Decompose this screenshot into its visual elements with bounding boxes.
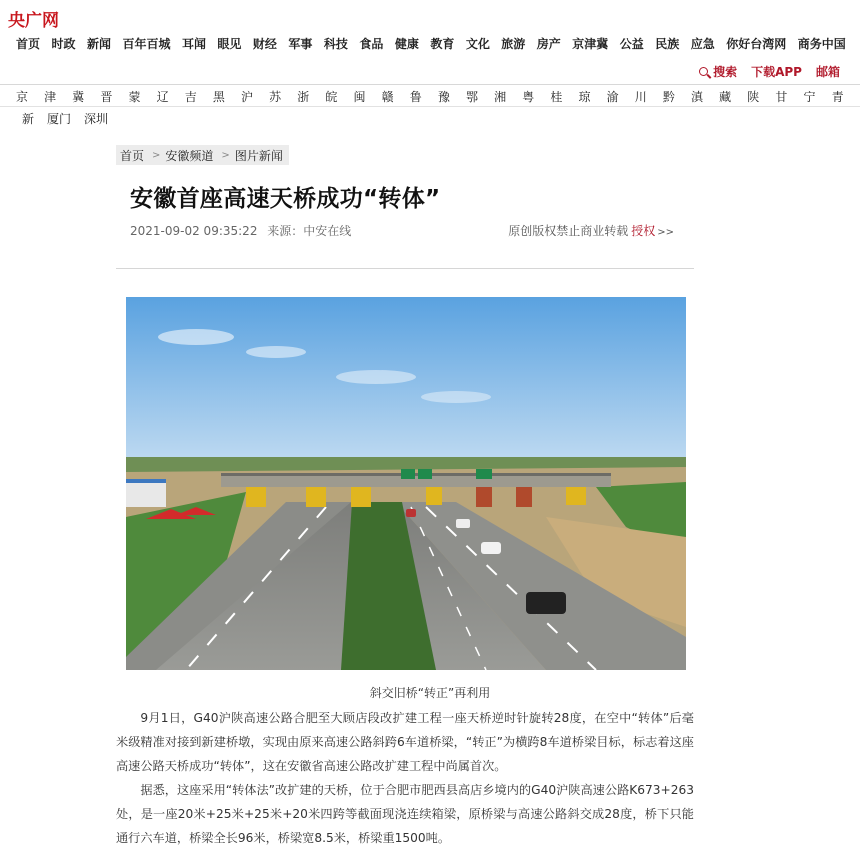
search-label: 搜索 [713, 65, 738, 79]
province-link[interactable]: 赣 [381, 90, 394, 104]
search-button[interactable] [699, 63, 737, 80]
province-link[interactable]: 陕 [747, 90, 760, 104]
article-photo [126, 297, 686, 670]
province-link[interactable]: 晋 [100, 90, 113, 104]
title-divider [116, 268, 694, 269]
nav-jingjinji[interactable]: 京津冀 [572, 37, 609, 51]
nav-emergency[interactable]: 应急 [690, 37, 715, 51]
province-link[interactable]: 桂 [550, 90, 563, 104]
province-link[interactable]: 湘 [494, 90, 507, 104]
authorize-link[interactable]: 授权 [631, 224, 656, 238]
nav-hearing[interactable]: 耳闻 [181, 37, 206, 51]
province-link[interactable]: 滇 [691, 90, 704, 104]
province-link[interactable]: 宁 [803, 90, 816, 104]
nav-ethnic[interactable]: 民族 [655, 37, 680, 51]
province-link[interactable]: 藏 [719, 90, 732, 104]
province-link[interactable]: 闽 [353, 90, 366, 104]
province-link[interactable]: 川 [634, 90, 647, 104]
nav-culture[interactable]: 文化 [465, 37, 490, 51]
province-divider [0, 106, 860, 107]
photo-caption: 斜交旧桥“转正”再利用 [369, 686, 491, 700]
province-link[interactable]: 黑 [212, 90, 225, 104]
province-link[interactable]: 浙 [297, 90, 310, 104]
province-link[interactable]: 渝 [606, 90, 619, 104]
article-paragraph: 据悉，这座采用“转体法”改扩建的天桥，位于合肥市肥西县高店乡境内的G40沪陕高速公路K673+263处，是一座20米+25米+25米+20米四跨等截面现浇连续箱梁，原桥梁与高速公路斜交成28度，桥下只能通行六车道，桥梁全长96米，桥梁宽8.5米，桥梁重1500吨。 [116, 783, 694, 845]
nav-seeing[interactable]: 眼见 [217, 37, 242, 51]
province-link[interactable]: 京 [16, 90, 29, 104]
article-title: 安徽首座高速天桥成功“转体” [130, 186, 441, 212]
province-link[interactable]: 皖 [325, 90, 338, 104]
nav-military[interactable]: 军事 [288, 37, 313, 51]
province-link[interactable]: 沪 [241, 90, 254, 104]
nav-finance[interactable]: 财经 [252, 37, 277, 51]
nav-charity[interactable]: 公益 [619, 37, 644, 51]
breadcrumb-separator: > [152, 149, 161, 161]
nav-hello-taiwan[interactable]: 你好台湾网 [726, 37, 787, 51]
nav-century-cities[interactable]: 百年百城 [122, 37, 171, 51]
city-link[interactable]: 厦门 [47, 112, 72, 126]
province-link[interactable]: 粤 [522, 90, 535, 104]
province-link[interactable]: 吉 [184, 90, 197, 104]
bridge-photo-illustration [126, 297, 686, 670]
breadcrumb [116, 145, 289, 165]
search-icon [699, 67, 708, 76]
province-link[interactable]: 豫 [437, 90, 450, 104]
article-body [116, 706, 694, 850]
article-source[interactable]: 来源：中安在线 [267, 224, 352, 238]
province-link[interactable]: 甘 [775, 90, 788, 104]
breadcrumb-section[interactable]: 图片新闻 [234, 148, 283, 163]
copyright-notice [508, 222, 674, 239]
breadcrumb-channel[interactable]: 安徽频道 [165, 148, 214, 163]
province-link[interactable]: 黔 [662, 90, 675, 104]
city-nav [22, 110, 108, 127]
breadcrumb-home[interactable]: 首页 [120, 148, 145, 163]
header-actions [699, 63, 840, 80]
nav-education[interactable]: 教育 [430, 37, 455, 51]
publish-datetime: 2021-09-02 09:35:22 [130, 224, 258, 238]
header-divider [0, 84, 860, 85]
rights-text: 原创版权禁止商业转载 [508, 224, 629, 238]
article-meta [130, 222, 351, 239]
province-link[interactable]: 冀 [72, 90, 85, 104]
province-nav [16, 88, 844, 105]
chevron-right-icon: >> [657, 227, 674, 238]
nav-health[interactable]: 健康 [394, 37, 419, 51]
nav-food[interactable]: 食品 [359, 37, 384, 51]
nav-tech[interactable]: 科技 [323, 37, 348, 51]
province-link[interactable]: 琼 [578, 90, 591, 104]
nav-news[interactable]: 新闻 [86, 37, 111, 51]
article-paragraph: 9月1日，G40沪陕高速公路合肥至大顾店段改扩建工程一座天桥逆时针旋转28度，在空中“转体”后毫米级精准对接到新建桥墩，实现由原来高速公路斜跨6车道桥梁，“转正”为横跨8车道桥梁目标，标志着这座高速公路天桥成功“转体”，这在安徽省高速公路改扩建工程中尚属首次。 [116, 711, 694, 773]
province-link[interactable]: 鲁 [409, 90, 422, 104]
nav-business-china[interactable]: 商务中国 [797, 37, 846, 51]
nav-politics[interactable]: 时政 [51, 37, 76, 51]
province-link[interactable]: 青 [831, 90, 844, 104]
nav-travel[interactable]: 旅游 [501, 37, 526, 51]
province-link[interactable]: 辽 [156, 90, 169, 104]
city-link[interactable]: 深圳 [84, 112, 109, 126]
breadcrumb-separator: > [221, 149, 230, 161]
site-logo[interactable]: 央广网 [8, 11, 59, 31]
mail-link[interactable]: 邮箱 [815, 65, 840, 79]
city-link[interactable]: 新 [22, 112, 35, 126]
nav-realestate[interactable]: 房产 [536, 37, 561, 51]
province-link[interactable]: 苏 [269, 90, 282, 104]
province-link[interactable]: 鄂 [466, 90, 479, 104]
top-nav [16, 35, 846, 52]
province-link[interactable]: 津 [44, 90, 57, 104]
nav-home[interactable]: 首页 [16, 37, 41, 51]
province-link[interactable]: 蒙 [128, 90, 141, 104]
download-app-link[interactable]: 下载APP [751, 65, 802, 79]
